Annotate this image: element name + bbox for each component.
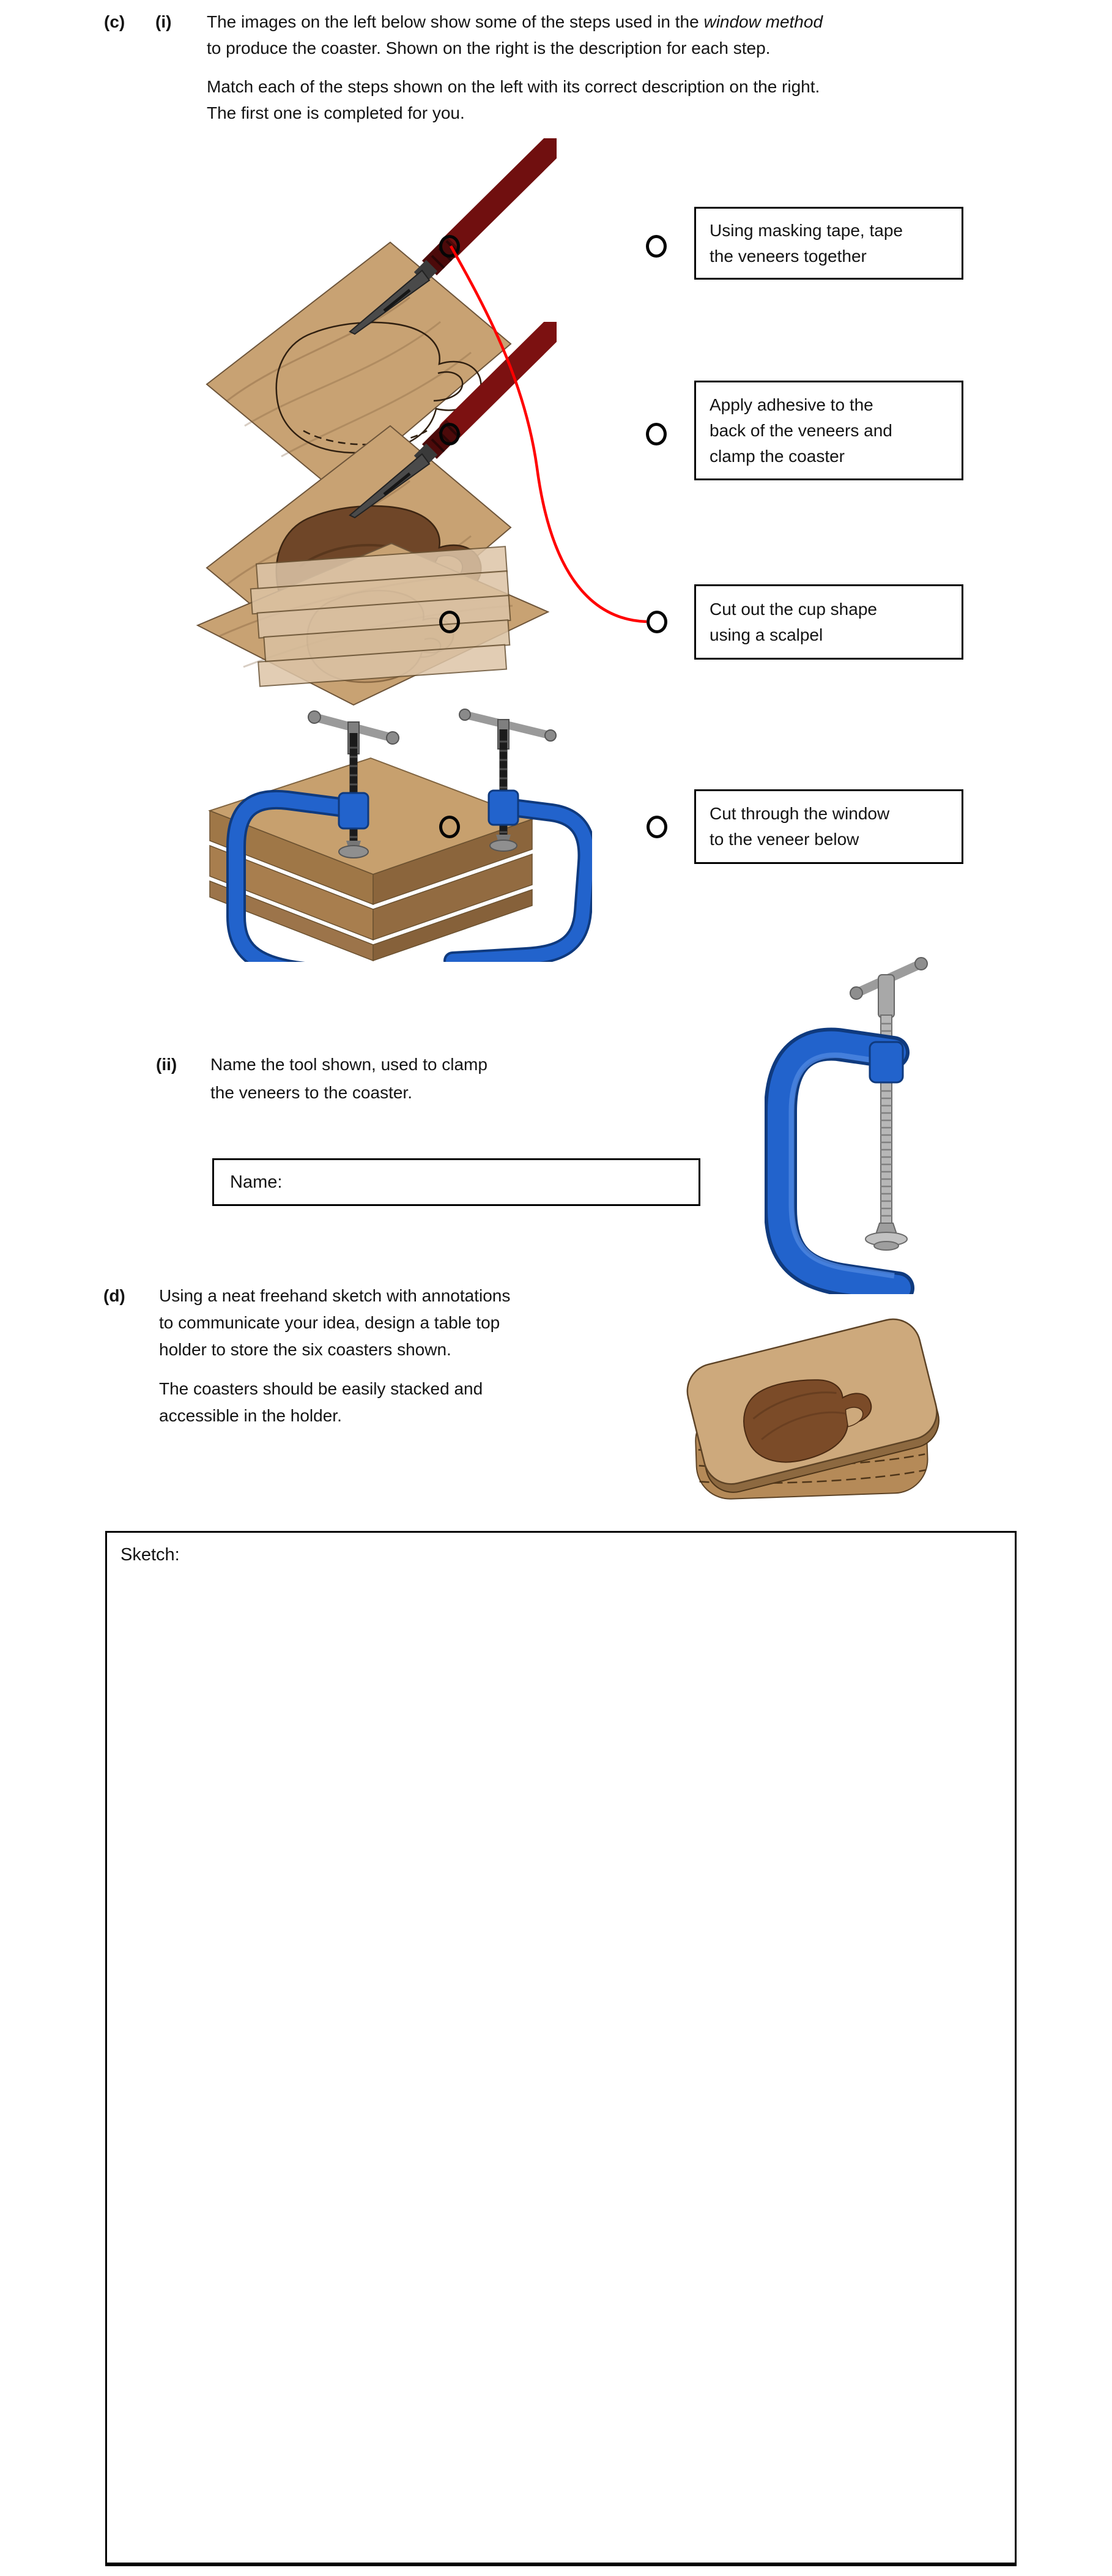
part-d-line-4: The coasters should be easily stacked and [159, 1379, 483, 1398]
intro-line-2: to produce the coaster. Shown on the right is the description for each step. [207, 39, 771, 58]
step-image-masking-tape-icon [152, 526, 580, 713]
description-3-line-2: using a scalpel [710, 625, 823, 644]
description-4-line-1: Cut through the window [710, 804, 890, 823]
part-c-i-label: (i) [155, 12, 172, 31]
intro-line-1-italic: window method [703, 12, 823, 31]
g-clamp-icon [765, 951, 985, 1294]
match-right-circle-1[interactable] [646, 235, 667, 258]
part-ii-line-1: Name the tool shown, used to clamp [210, 1055, 487, 1074]
part-d-line-2: to communicate your idea, design a table top [159, 1313, 500, 1332]
name-answer-field[interactable] [212, 1158, 700, 1206]
match-left-circle-3[interactable] [439, 611, 460, 633]
match-right-circle-4[interactable] [647, 816, 667, 838]
description-box-2 [694, 381, 963, 480]
part-d-label: (d) [103, 1286, 125, 1305]
match-right-circle-3[interactable] [647, 611, 667, 633]
description-1-line-2: the veneers together [710, 246, 867, 266]
description-1-line-1: Using masking tape, tape [710, 220, 903, 240]
match-right-circle-2[interactable] [646, 423, 667, 445]
intro-line-1-text: The images on the left below show some of the steps used in the [207, 12, 704, 31]
name-label: Name: [230, 1172, 283, 1192]
description-2-line-1: Apply adhesive to the [710, 395, 873, 414]
part-c-label: (c) [104, 12, 125, 31]
match-left-circle-1[interactable] [439, 235, 460, 258]
description-box-4 [694, 789, 963, 864]
intro-line-1 [207, 11, 823, 33]
part-d-line-5: accessible in the holder. [159, 1406, 342, 1425]
part-ii-label: (ii) [156, 1055, 177, 1074]
sketch-label: Sketch: [120, 1545, 180, 1565]
description-box-1 [694, 207, 963, 280]
part-d-line-1: Using a neat freehand sketch with annotations [159, 1286, 511, 1305]
match-left-circle-4[interactable] [439, 816, 460, 838]
description-3-line-1: Cut out the cup shape [710, 599, 877, 619]
description-2-line-3: clamp the coaster [710, 446, 845, 466]
description-box-3 [694, 584, 963, 660]
step-image-clamped-boards-icon [152, 693, 592, 962]
intro-line-4: The first one is completed for you. [207, 103, 465, 122]
description-4-line-2: to the veneer below [710, 830, 859, 849]
intro-line-3: Match each of the steps shown on the left with its correct description on the right. [207, 77, 820, 96]
sketch-area[interactable] [105, 1531, 1017, 2566]
description-2-line-2: back of the veneers and [710, 420, 892, 440]
coaster-stack-icon [658, 1282, 973, 1517]
part-d-line-3: holder to store the six coasters shown. [159, 1340, 451, 1359]
part-ii-line-2: the veneers to the coaster. [210, 1083, 412, 1102]
match-left-circle-2[interactable] [439, 423, 460, 445]
